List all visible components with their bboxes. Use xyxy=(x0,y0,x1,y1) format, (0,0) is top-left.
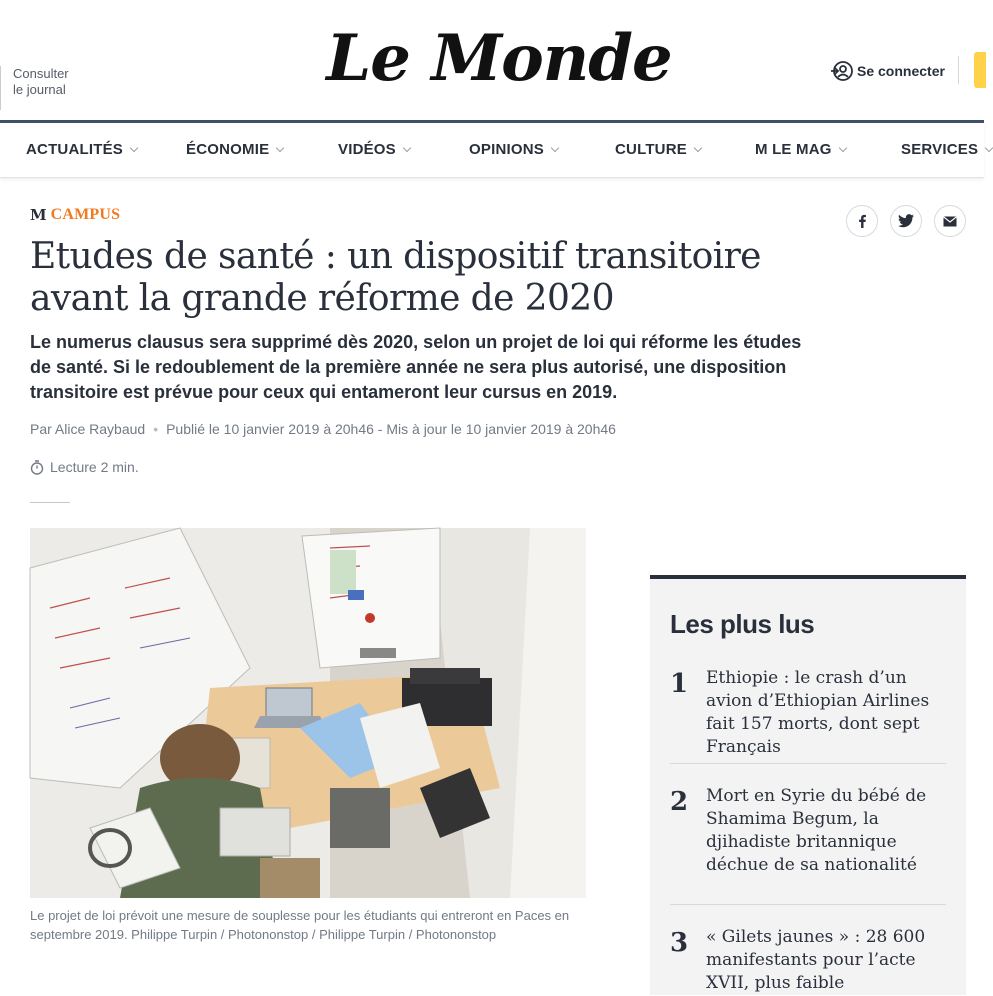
stopwatch-icon xyxy=(30,460,44,475)
email-icon xyxy=(943,216,957,227)
login-label: Se connecter xyxy=(857,63,945,79)
logo-text: Le Monde xyxy=(326,21,672,96)
login-button[interactable] xyxy=(830,60,945,82)
most-read-item[interactable] xyxy=(670,667,946,757)
most-read-rank: 3 xyxy=(670,928,689,958)
main-navigation xyxy=(0,120,984,178)
nav-item-services[interactable] xyxy=(901,141,992,158)
facebook-icon xyxy=(855,214,869,228)
user-login-icon xyxy=(830,60,852,82)
share-twitter-button[interactable] xyxy=(890,205,922,237)
nav-item-label: OPINIONS xyxy=(469,141,544,158)
chevron-down-icon xyxy=(276,143,284,151)
twitter-icon xyxy=(898,214,914,228)
consult-journal-link[interactable] xyxy=(0,66,69,110)
chevron-down-icon xyxy=(403,143,411,151)
nav-item-economie[interactable] xyxy=(186,141,283,158)
most-read-panel xyxy=(650,575,966,995)
divider xyxy=(30,502,70,503)
most-read-headline: Ethiopie : le crash d’un avion d’Ethiopian Airlines fait 157 morts, dont sept Français xyxy=(706,668,930,757)
nav-item-actualites[interactable] xyxy=(26,141,137,158)
most-read-item[interactable] xyxy=(670,926,946,996)
chevron-down-icon xyxy=(694,143,702,151)
reading-time-label: Lecture 2 min. xyxy=(50,459,139,475)
most-read-title: Les plus lus xyxy=(670,609,815,639)
most-read-headline: « Gilets jaunes » : 28 600 manifestants pour l’acte XVII, plus faible xyxy=(706,927,926,993)
le-monde-logo[interactable] xyxy=(326,18,672,96)
nav-item-opinions[interactable] xyxy=(469,141,558,158)
nav-item-label: CULTURE xyxy=(615,141,687,158)
share-facebook-button[interactable] xyxy=(846,205,878,237)
subscribe-button[interactable] xyxy=(974,52,986,88)
consult-line1: Consulter xyxy=(13,66,69,81)
chevron-down-icon xyxy=(551,143,559,151)
nav-item-label: SERVICES xyxy=(901,141,979,158)
rubric-campus[interactable] xyxy=(30,206,120,224)
most-read-rank: 2 xyxy=(670,787,689,817)
article-author[interactable]: Par Alice Raybaud xyxy=(30,421,146,437)
site-header xyxy=(0,0,984,120)
article-photo[interactable] xyxy=(30,528,586,898)
photo-caption: Le projet de loi prévoit une mesure de souplesse pour les étudiants qui entreront en Paces en septembre 2019. Philippe Turpin / Photononstop / Philippe Turpin / Photononstop xyxy=(30,908,570,942)
chevron-down-icon xyxy=(985,143,993,151)
nav-item-m-le-mag[interactable] xyxy=(755,141,846,158)
nav-item-videos[interactable] xyxy=(338,141,410,158)
most-read-rank: 1 xyxy=(670,669,689,699)
most-read-headline: Mort en Syrie du bébé de Shamima Begum, la djihadiste britannique déchue de sa nationalité xyxy=(706,786,927,875)
m-logo-icon: M xyxy=(30,206,47,224)
consult-line2: le journal xyxy=(13,82,66,97)
chevron-down-icon xyxy=(130,143,138,151)
most-read-divider xyxy=(670,763,946,764)
reading-time xyxy=(30,459,139,475)
most-read-divider xyxy=(670,904,946,905)
nav-item-label: ACTUALITÉS xyxy=(26,141,123,158)
article-title: Etudes de santé : un dispositif transitoire avant la grande réforme de 2020 xyxy=(30,236,761,319)
nav-item-label: VIDÉOS xyxy=(338,141,396,158)
article-meta xyxy=(30,421,616,437)
student-studying-illustration xyxy=(30,528,586,898)
chevron-down-icon xyxy=(838,143,846,151)
most-read-item[interactable] xyxy=(670,785,946,885)
rubric-label: CAMPUS xyxy=(50,206,121,223)
nav-item-label: M LE MAG xyxy=(755,141,832,158)
nav-item-culture[interactable] xyxy=(615,141,701,158)
header-divider xyxy=(958,56,959,84)
nav-item-label: ÉCONOMIE xyxy=(186,141,270,158)
article-dates: Publié le 10 janvier 2019 à 20h46 - Mis à jour le 10 janvier 2019 à 20h46 xyxy=(166,421,616,437)
meta-separator: • xyxy=(153,421,159,437)
share-email-button[interactable] xyxy=(934,205,966,237)
article-description: Le numerus clausus sera supprimé dès 2020, selon un projet de loi qui réforme les études de santé. Si le redoublement de la première année ne sera plus autorisé, une disposition transitoire est prévue pour ceux qui entameront leur cursus en 2019. xyxy=(30,332,802,402)
